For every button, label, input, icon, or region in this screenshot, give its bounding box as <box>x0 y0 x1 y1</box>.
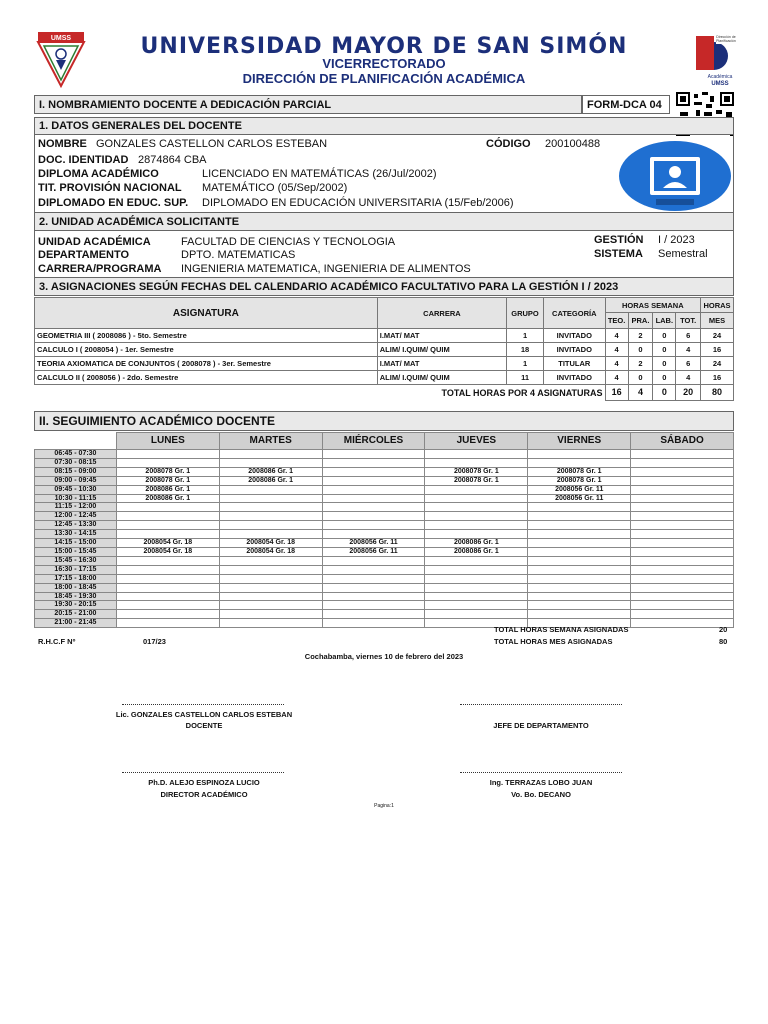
signature-line-docente <box>122 704 284 705</box>
schedule-cell <box>425 574 528 583</box>
schedule-row <box>35 467 734 476</box>
schedule-cell <box>219 601 322 610</box>
form-code: FORM-DCA 04 <box>587 98 662 111</box>
schedule-cell <box>116 583 219 592</box>
schedule-cell <box>425 512 528 521</box>
schedule-cell <box>219 592 322 601</box>
diploma-academico-value: LICENCIADO EN MATEMÁTICAS (26/Jul/2002) <box>202 168 437 180</box>
schedule-cell <box>425 592 528 601</box>
schedule-cell <box>631 512 734 521</box>
schedule-cell <box>528 583 631 592</box>
schedule-row <box>35 458 734 467</box>
schedule-cell: 2008086 Gr. 1 <box>425 547 528 556</box>
time-slot: 16:30 - 17:15 <box>35 565 117 574</box>
asignacion-row <box>35 357 734 371</box>
asignacion-mes: 24 <box>700 357 733 371</box>
total-lab: 0 <box>653 385 676 401</box>
time-slot: 09:45 - 10:30 <box>35 485 117 494</box>
time-slot: 21:00 - 21:45 <box>35 619 117 628</box>
total-mes-value: 80 <box>719 637 728 646</box>
schedule-cell <box>631 467 734 476</box>
asignacion-carrera: ALIM/ I.QUIM/ QUIM <box>377 371 506 385</box>
carrera-value: INGENIERIA MATEMATICA, INGENIERIA DE ALIMENTOS <box>181 263 471 275</box>
schedule-cell <box>116 592 219 601</box>
schedule-cell: 2008086 Gr. 1 <box>116 485 219 494</box>
asignacion-grupo: 18 <box>507 343 544 357</box>
asignacion-categoria: INVITADO <box>544 343 606 357</box>
schedule-corner <box>35 433 117 450</box>
schedule-cell: 2008078 Gr. 1 <box>116 467 219 476</box>
asignacion-categoria: TITULAR <box>544 357 606 371</box>
asignacion-mes: 24 <box>700 329 733 343</box>
rhcf-value: 017/23 <box>143 637 166 646</box>
schedule-cell <box>631 521 734 530</box>
asignacion-row <box>35 329 734 343</box>
total-asignaturas-label: TOTAL HORAS POR 4 ASIGNATURAS <box>441 387 603 398</box>
signature-line-director <box>122 772 284 773</box>
time-slot: 12:45 - 13:30 <box>35 521 117 530</box>
vicerrectorado-title: VICERRECTORADO <box>322 56 446 71</box>
schedule-cell: 2008078 Gr. 1 <box>528 467 631 476</box>
day-header: VIERNES <box>528 433 631 450</box>
schedule-cell <box>528 539 631 548</box>
time-slot: 20:15 - 21:00 <box>35 610 117 619</box>
schedule-cell <box>425 556 528 565</box>
form-code-box <box>582 95 670 114</box>
schedule-cell: 2008056 Gr. 11 <box>528 485 631 494</box>
unidad-label: UNIDAD ACADÉMICA <box>38 236 151 248</box>
schedule-cell <box>425 458 528 467</box>
time-slot: 18:00 - 18:45 <box>35 583 117 592</box>
total-tot: 20 <box>676 385 701 401</box>
carrera-label: CARRERA/PROGRAMA <box>38 263 162 275</box>
schedule-cell <box>116 530 219 539</box>
schedule-cell <box>631 494 734 503</box>
schedule-row <box>35 485 734 494</box>
asignacion-tot: 6 <box>676 329 701 343</box>
asignacion-categoria: INVITADO <box>544 371 606 385</box>
schedule-cell <box>322 503 425 512</box>
signature-director-role: DIRECTOR ACADÉMICO <box>160 790 248 799</box>
schedule-cell <box>322 458 425 467</box>
schedule-row <box>35 556 734 565</box>
schedule-cell <box>322 610 425 619</box>
time-slot: 19:30 - 20:15 <box>35 601 117 610</box>
schedule-row <box>35 574 734 583</box>
svg-text:Planificación: Planificación <box>716 39 736 43</box>
schedule-cell <box>219 530 322 539</box>
asignacion-tot: 6 <box>676 357 701 371</box>
asignacion-teo: 4 <box>605 371 628 385</box>
asignacion-lab: 0 <box>653 357 676 371</box>
schedule-cell <box>322 601 425 610</box>
total-pra: 4 <box>628 385 653 401</box>
nombre-value: GONZALES CASTELLON CARLOS ESTEBAN <box>96 138 328 150</box>
schedule-cell: 2008086 Gr. 1 <box>425 539 528 548</box>
asignacion-grupo: 1 <box>507 357 544 371</box>
schedule-cell <box>322 619 425 628</box>
lugar-fecha: Cochabamba, viernes 10 de febrero del 2023 <box>304 652 464 661</box>
asignacion-grupo: 1 <box>507 329 544 343</box>
signature-director-name: Ph.D. ALEJO ESPINOZA LUCIO <box>148 778 260 787</box>
asignacion-carrera: I.MAT/ MAT <box>377 329 506 343</box>
schedule-cell <box>219 610 322 619</box>
schedule-cell <box>116 556 219 565</box>
schedule-cell <box>116 610 219 619</box>
schedule-cell <box>425 565 528 574</box>
datos-generales-title: 1. DATOS GENERALES DEL DOCENTE <box>39 120 242 132</box>
schedule-cell <box>219 521 322 530</box>
signature-line-jefe <box>460 704 622 705</box>
schedule-cell <box>219 503 322 512</box>
col-mes: MES <box>700 313 733 329</box>
signature-docente-name: Lic. GONZALES CASTELLON CARLOS ESTEBAN <box>115 710 293 719</box>
schedule-cell <box>631 530 734 539</box>
schedule-cell <box>631 592 734 601</box>
schedule-cell <box>425 583 528 592</box>
gestion-value: I / 2023 <box>658 234 695 246</box>
asignacion-tot: 4 <box>676 371 701 385</box>
asignacion-lab: 0 <box>653 371 676 385</box>
schedule-cell: 2008086 Gr. 1 <box>219 476 322 485</box>
schedule-cell <box>116 619 219 628</box>
signature-docente-role: DOCENTE <box>185 721 223 730</box>
schedule-cell <box>631 574 734 583</box>
schedule-cell <box>528 450 631 459</box>
diplomado-value: DIPLOMADO EN EDUCACIÓN UNIVERSITARIA (15/Feb/2006) <box>202 197 514 209</box>
asignacion-grupo: 11 <box>507 371 544 385</box>
signature-decano-name: Ing. TERRAZAS LOBO JUAN <box>489 778 593 787</box>
schedule-cell: 2008078 Gr. 1 <box>528 476 631 485</box>
asignacion-asignatura: GEOMETRIA III ( 2008086 ) - 5to. Semestre <box>35 329 378 343</box>
schedule-cell <box>528 592 631 601</box>
schedule-cell <box>631 476 734 485</box>
schedule-cell <box>219 458 322 467</box>
signature-jefe-role: JEFE DE DEPARTAMENTO <box>493 721 589 730</box>
planificacion-logo <box>690 32 738 88</box>
time-slot: 13:30 - 14:15 <box>35 530 117 539</box>
time-slot: 11:15 - 12:00 <box>35 503 117 512</box>
asignaciones-table <box>34 297 734 401</box>
asignacion-categoria: INVITADO <box>544 329 606 343</box>
university-title: UNIVERSIDAD MAYOR DE SAN SIMÓN <box>140 34 628 59</box>
schedule-cell <box>322 583 425 592</box>
schedule-row <box>35 610 734 619</box>
schedule-cell <box>425 485 528 494</box>
schedule-cell <box>322 450 425 459</box>
schedule-cell <box>528 565 631 574</box>
schedule-cell <box>116 503 219 512</box>
asignacion-mes: 16 <box>700 371 733 385</box>
col-teo: TEO. <box>605 313 628 329</box>
asignacion-mes: 16 <box>700 343 733 357</box>
schedule-row <box>35 539 734 548</box>
schedule-cell: 2008056 Gr. 11 <box>528 494 631 503</box>
col-lab: LAB. <box>653 313 676 329</box>
schedule-cell <box>425 450 528 459</box>
schedule-cell <box>116 521 219 530</box>
doc-identidad-value: 2874864 CBA <box>138 154 207 166</box>
schedule-row <box>35 601 734 610</box>
col-asignatura: ASIGNATURA <box>35 298 378 329</box>
time-slot: 18:45 - 19:30 <box>35 592 117 601</box>
doc-identidad-label: DOC. IDENTIDAD <box>38 154 129 166</box>
schedule-cell <box>322 485 425 494</box>
schedule-cell: 2008086 Gr. 1 <box>219 467 322 476</box>
schedule-cell <box>528 574 631 583</box>
user-photo-icon <box>618 140 732 212</box>
schedule-row <box>35 530 734 539</box>
schedule-cell: 2008054 Gr. 18 <box>219 539 322 548</box>
asignacion-asignatura: TEORIA AXIOMATICA DE CONJUNTOS ( 2008078 ) - 3er. Semestre <box>35 357 378 371</box>
seguimiento-title: II. SEGUIMIENTO ACADÉMICO DOCENTE <box>39 414 276 428</box>
section-nombramiento-title: I. NOMBRAMIENTO DOCENTE A DEDICACIÓN PARCIAL <box>39 98 332 111</box>
asignacion-teo: 4 <box>605 329 628 343</box>
schedule-cell <box>219 450 322 459</box>
schedule-cell <box>116 565 219 574</box>
schedule-cell <box>322 592 425 601</box>
schedule-cell <box>528 610 631 619</box>
asignacion-teo: 4 <box>605 357 628 371</box>
schedule-cell <box>425 601 528 610</box>
asignacion-row <box>35 343 734 357</box>
schedule-cell <box>219 485 322 494</box>
schedule-cell <box>528 503 631 512</box>
asignacion-lab: 0 <box>653 343 676 357</box>
titulo-provision-value: MATEMÁTICO (05/Sep/2002) <box>202 182 348 194</box>
time-slot: 15:45 - 16:30 <box>35 556 117 565</box>
asignacion-row <box>35 371 734 385</box>
col-categoria: CATEGORÍA <box>544 298 606 329</box>
departamento-label: DEPARTAMENTO <box>38 249 130 261</box>
signature-line-decano <box>460 772 622 773</box>
schedule-row <box>35 547 734 556</box>
time-slot: 12:00 - 12:45 <box>35 512 117 521</box>
nombre-label: NOMBRE <box>38 138 87 150</box>
schedule-cell <box>631 539 734 548</box>
schedule-cell <box>425 530 528 539</box>
schedule-cell <box>631 565 734 574</box>
day-header: JUEVES <box>425 433 528 450</box>
asignacion-pra: 0 <box>628 371 653 385</box>
asignacion-teo: 4 <box>605 343 628 357</box>
direccion-title: DIRECCIÓN DE PLANIFICACIÓN ACADÉMICA <box>242 71 526 86</box>
schedule-cell <box>219 556 322 565</box>
time-slot: 07:30 - 08:15 <box>35 458 117 467</box>
diplomado-label: DIPLOMADO EN EDUC. SUP. <box>38 197 189 209</box>
page-number: Pagina:1 <box>374 803 394 809</box>
schedule-cell: 2008056 Gr. 11 <box>322 539 425 548</box>
time-slot: 06:45 - 07:30 <box>35 450 117 459</box>
asignaciones-total-row <box>35 385 734 401</box>
col-carrera: CARRERA <box>377 298 506 329</box>
schedule-cell: 2008054 Gr. 18 <box>116 547 219 556</box>
schedule-cell <box>528 521 631 530</box>
schedule-cell <box>631 458 734 467</box>
section-nombramiento-bar <box>34 95 582 114</box>
schedule-cell <box>528 458 631 467</box>
svg-text:UMSS: UMSS <box>711 81 729 87</box>
schedule-row <box>35 521 734 530</box>
schedule-cell <box>528 556 631 565</box>
seguimiento-bar <box>34 411 734 431</box>
schedule-cell <box>631 601 734 610</box>
schedule-cell <box>219 565 322 574</box>
gestion-label: GESTIÓN <box>594 234 644 246</box>
total-semana-label: TOTAL HORAS SEMANA ASIGNADAS <box>494 625 629 634</box>
svg-text:Académica: Académica <box>707 74 733 80</box>
schedule-row <box>35 583 734 592</box>
schedule-row <box>35 476 734 485</box>
schedule-cell <box>116 512 219 521</box>
schedule-cell <box>116 450 219 459</box>
signature-decano-role: Vo. Bo. DECANO <box>511 790 571 799</box>
schedule-cell <box>116 601 219 610</box>
total-teo: 16 <box>605 385 628 401</box>
schedule-cell <box>631 610 734 619</box>
schedule-cell <box>219 574 322 583</box>
total-semana-value: 20 <box>719 625 728 634</box>
schedule-cell <box>322 512 425 521</box>
unidad-academica-bar <box>34 212 734 231</box>
schedule-cell: 2008078 Gr. 1 <box>425 476 528 485</box>
total-mes: 80 <box>700 385 733 401</box>
schedule-cell <box>631 556 734 565</box>
schedule-cell <box>631 485 734 494</box>
svg-text:Dirección de: Dirección de <box>716 35 736 39</box>
asignacion-carrera: ALIM/ I.QUIM/ QUIM <box>377 343 506 357</box>
schedule-cell <box>322 530 425 539</box>
total-mes-label: TOTAL HORAS MES ASIGNADAS <box>494 637 613 646</box>
datos-generales-bar <box>34 117 734 135</box>
schedule-row <box>35 565 734 574</box>
titulo-provision-label: TIT. PROVISIÓN NACIONAL <box>38 182 182 194</box>
schedule-cell: 2008086 Gr. 1 <box>116 494 219 503</box>
schedule-cell <box>528 547 631 556</box>
col-grupo: GRUPO <box>507 298 544 329</box>
schedule-cell <box>116 458 219 467</box>
asignacion-lab: 0 <box>653 329 676 343</box>
schedule-cell: 2008078 Gr. 1 <box>116 476 219 485</box>
day-header: MARTES <box>219 433 322 450</box>
asignacion-tot: 4 <box>676 343 701 357</box>
schedule-row <box>35 512 734 521</box>
schedule-row <box>35 619 734 628</box>
schedule-cell <box>322 521 425 530</box>
svg-text:UMSS: UMSS <box>50 35 72 42</box>
schedule-row <box>35 592 734 601</box>
schedule-cell <box>322 565 425 574</box>
asignaciones-bar <box>34 277 734 296</box>
time-slot: 10:30 - 11:15 <box>35 494 117 503</box>
col-horas-semana: HORAS SEMANA <box>605 298 700 313</box>
schedule-row <box>35 494 734 503</box>
schedule-cell <box>425 494 528 503</box>
schedule-cell: 2008078 Gr. 1 <box>425 467 528 476</box>
schedule-cell <box>219 619 322 628</box>
schedule-cell <box>219 512 322 521</box>
time-slot: 09:00 - 09:45 <box>35 476 117 485</box>
asignacion-carrera: I.MAT/ MAT <box>377 357 506 371</box>
schedule-row <box>35 450 734 459</box>
schedule-cell <box>219 494 322 503</box>
sistema-value: Semestral <box>658 248 708 260</box>
asignacion-asignatura: CALCULO I ( 2008054 ) - 1er. Semestre <box>35 343 378 357</box>
asignacion-asignatura: CALCULO II ( 2008056 ) - 2do. Semestre <box>35 371 378 385</box>
schedule-cell <box>425 521 528 530</box>
schedule-cell <box>528 601 631 610</box>
sistema-label: SISTEMA <box>594 248 643 260</box>
schedule-cell <box>322 494 425 503</box>
rhcf-label: R.H.C.F Nº <box>38 637 76 646</box>
schedule-cell <box>631 583 734 592</box>
asignacion-pra: 2 <box>628 329 653 343</box>
schedule-cell <box>631 503 734 512</box>
schedule-table <box>34 432 734 628</box>
col-tot: TOT. <box>676 313 701 329</box>
schedule-cell <box>322 467 425 476</box>
schedule-cell: 2008056 Gr. 11 <box>322 547 425 556</box>
schedule-cell <box>425 610 528 619</box>
col-pra: PRA. <box>628 313 653 329</box>
schedule-cell <box>116 574 219 583</box>
day-header: LUNES <box>116 433 219 450</box>
asignaciones-title: 3. ASIGNACIONES SEGÚN FECHAS DEL CALENDARIO ACADÉMICO FACULTATIVO PARA LA GESTIÓN I / 2023 <box>39 280 619 293</box>
schedule-cell <box>219 583 322 592</box>
schedule-cell <box>631 547 734 556</box>
codigo-label: CÓDIGO <box>486 138 531 150</box>
schedule-cell <box>322 556 425 565</box>
col-horas: HORAS <box>700 298 733 313</box>
codigo-value: 200100488 <box>545 138 601 150</box>
departamento-value: DPTO. MATEMATICAS <box>181 249 296 261</box>
time-slot: 08:15 - 09:00 <box>35 467 117 476</box>
schedule-cell <box>528 530 631 539</box>
asignacion-pra: 0 <box>628 343 653 357</box>
schedule-cell <box>528 512 631 521</box>
asignacion-pra: 2 <box>628 357 653 371</box>
day-header: SÁBADO <box>631 433 734 450</box>
schedule-row <box>35 503 734 512</box>
day-header: MIÉRCOLES <box>322 433 425 450</box>
schedule-cell <box>322 574 425 583</box>
schedule-cell <box>425 503 528 512</box>
unidad-academica-title: 2. UNIDAD ACADÉMICA SOLICITANTE <box>39 215 240 228</box>
schedule-cell <box>631 450 734 459</box>
schedule-cell: 2008054 Gr. 18 <box>116 539 219 548</box>
time-slot: 15:00 - 15:45 <box>35 547 117 556</box>
diploma-academico-label: DIPLOMA ACADÉMICO <box>38 168 159 180</box>
time-slot: 17:15 - 18:00 <box>35 574 117 583</box>
schedule-cell <box>322 476 425 485</box>
schedule-cell: 2008054 Gr. 18 <box>219 547 322 556</box>
time-slot: 14:15 - 15:00 <box>35 539 117 548</box>
unidad-value: FACULTAD DE CIENCIAS Y TECNOLOGIA <box>181 236 396 248</box>
